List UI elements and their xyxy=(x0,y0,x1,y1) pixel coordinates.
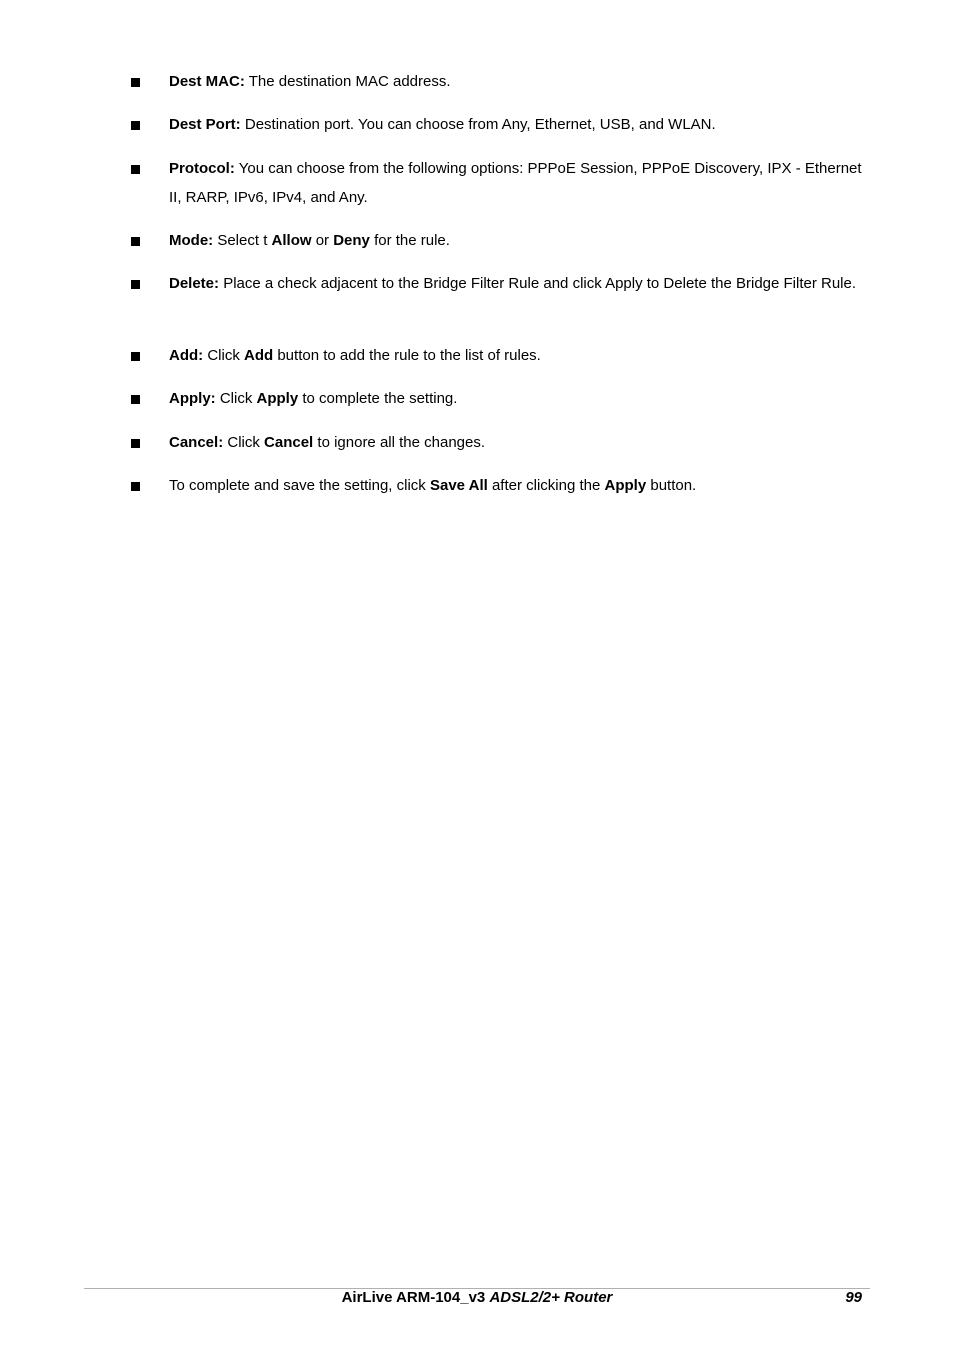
list-item-text: Mode: Select t Allow or Deny for the rule. xyxy=(169,232,450,249)
square-bullet-icon xyxy=(131,280,140,289)
square-bullet-icon xyxy=(131,395,140,404)
list-item-text: Add: Click Add button to add the rule to the list of rules. xyxy=(169,347,541,364)
square-bullet-icon xyxy=(131,121,140,130)
square-bullet-icon xyxy=(131,237,140,246)
square-bullet-icon xyxy=(131,352,140,361)
square-bullet-icon xyxy=(131,78,140,87)
list-item-text: Cancel: Click Cancel to ignore all the changes. xyxy=(169,434,486,451)
list-item-text: Dest Port: Destination port. You can choose from Any, Ethernet, USB, and WLAN. xyxy=(169,116,716,133)
list-item-text: To complete and save the setting, click Save All after clicking the Apply button. xyxy=(169,477,697,494)
square-bullet-icon xyxy=(131,439,140,448)
list-item-text: Apply: Click Apply to complete the setting. xyxy=(169,390,458,407)
list-item-text: Dest MAC: The destination MAC address. xyxy=(169,73,451,90)
list-item-text: Protocol: You can choose from the following options: PPPoE Session, PPPoE Discovery, IPX - Ethernet II, RARP, IPv6, IPv4, and Any. xyxy=(169,160,862,206)
page-number: 99 xyxy=(845,1289,862,1306)
square-bullet-icon xyxy=(131,165,140,174)
footer-product-title: AirLive ARM-104_v3 ADSL2/2+ Router xyxy=(341,1289,613,1306)
square-bullet-icon xyxy=(131,482,140,491)
list-item-text: Delete: Place a check adjacent to the Bridge Filter Rule and click Apply to Delete the Bridge Filter Rule. xyxy=(169,275,857,292)
